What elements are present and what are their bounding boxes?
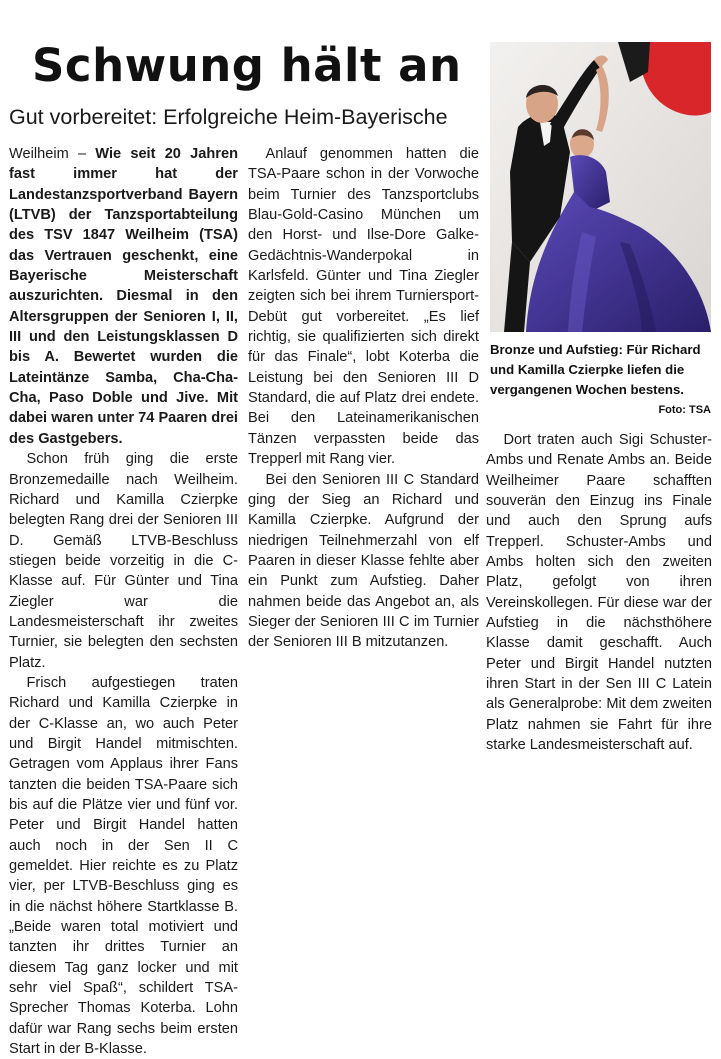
paragraph-1: Schon früh ging die erste Bronzemedaille nach Weilheim. Richard und Kamilla Czierpke belegten Rang drei der Senioren III D. Gemäß LTVB-Beschluss stiegen beide vorzeitig in die C-Klasse auf. Für Günter und Tina Ziegler war die Landesmeisterschaft ihr zweites Turnier, sie belegten den sechsten Platz. [9,451,238,671]
article-column-3 [486,430,712,756]
headline: Schwung hält an [32,39,462,92]
dateline: Weilheim – [9,146,87,162]
lead-text: Wie seit 20 Jahren fast immer hat der Landestanzsportverband Bayern (LTVB) der Tanzsportabteilung des TSV 1847 Weilheim (TSA) das Vertrauen geschenkt, eine Bayerische Meisterschaft auszurichten. Diesmal in den Altersgruppen der Senioren I, II, III und den Leistungsklassen D bis A. Bewertet wurden die Lateintänze Samba, Cha-Cha-Cha, Paso Doble und Jive. Mit dabei waren unter 74 Paaren drei des Gastgebers. [9,146,238,447]
photo-caption [490,340,711,420]
dancing-couple-illustration [490,42,711,332]
paragraph-4: Bei den Senioren III C Standard ging der Sieg an Richard und Kamilla Czierpke. Aufgrund der niedrigen Teilnehmerzahl von elf Paaren in dieser Klasse fehlte aber ein Punkt zum Aufstieg. Daher nahmen beide das Angebot an, als Sieger der Senioren III C im Turnier der Senioren III B mitzutanzen. [248,471,479,651]
lead-paragraph [9,144,238,449]
subheadline: Gut vorbereitet: Erfolgreiche Heim-Bayerische [9,105,448,129]
photo-credit: Foto: TSA [658,404,711,416]
article-column-2 [248,144,479,653]
caption-text: Bronze und Aufstieg: Für Richard und Kamilla Czierpke liefen die vergangenen Wochen bestens. [490,342,701,397]
dance-photo [490,42,711,332]
paragraph-3: Anlauf genommen hatten die TSA-Paare schon in der Vorwoche beim Turnier des Tanzsportclubs Blau-Gold-Casino München um den Horst- und Ilse-Dore Galke-Gedächtnis-Wanderpokal in Karlsfeld. Günter und Tina Ziegler zeigten sich bei ihrem Turniersport-Debüt gut vorbereitet. „Es lief richtig, sie qualifizierten sich direkt für das Finale“, lobt Koterba die Leistung bei den Senioren III D Standard, die auf Platz drei endete. Bei den Lateinamerikanischen Tänzen verpassten beide das Trepperl mit Rang vier. [248,146,479,468]
paragraph-2: Frisch aufgestiegen traten Richard und Kamilla Czierpke in der C-Klasse an, wo auch Peter und Birgit Handel mitmischten. Getragen vom Applaus ihrer Fans tanzten die beiden TSA-Paare sich bis auf die Plätze vier und fünf vor. Peter und Birgit Handel hatten auch noch in der Sen II C gemeldet. Hier reichte es zu Platz vier, per LTVB-Beschluss ging es in die nächst höhere Startklasse B. „Beide waren total motiviert und tanzten ihr drittes Turnier an diesem Tag ganz locker und mit sehr viel Spaß“, schildert TSA-Sprecher Thomas Koterba. Lohn dafür war Rang sechs beim ersten Start in der B-Klasse. [9,674,238,1058]
article-column-1 [9,144,238,1059]
paragraph-5: Dort traten auch Sigi Schuster-Ambs und Renate Ambs an. Beide Weilheimer Paare schafften souverän den Einzug ins Finale und auch den Sprung aufs Trepperl. Schuster-Ambs und Ambs holten sich den zweiten Platz, gefolgt von ihren Vereinskollegen. Für diese war der Aufstieg in die nächsthöhere Klasse damit geschafft. Auch Peter und Birgit Handel nutzten ihren Start in der Sen III C Latein als Generalprobe: Mit dem zweiten Platz nahmen sie Fahrt für ihre starke Landesmeisterschaft auf. [486,432,712,754]
